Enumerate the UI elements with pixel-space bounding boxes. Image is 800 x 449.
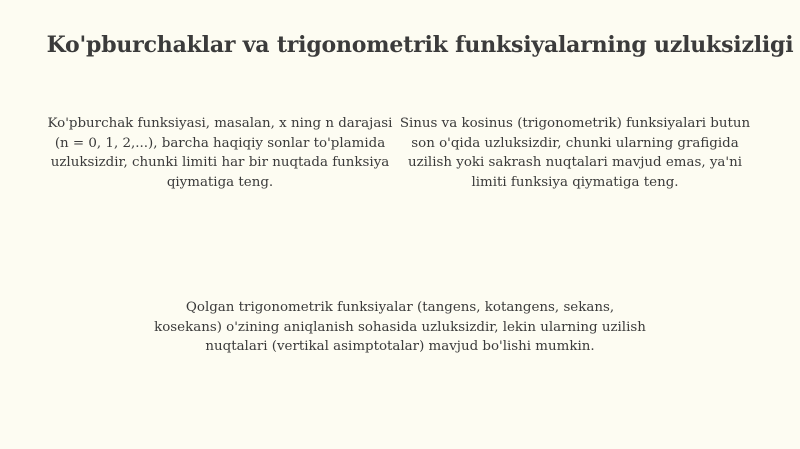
slide-title: Ko'pburchaklar va trigonometrik funksiyalarning uzluksizligi [46,32,794,58]
sin-cos-continuity-text: Sinus va kosinus (trigonometrik) funksiyalari butun son o'qida uzluksizdir, chunki ularning grafigida uzilish yoki sakrash nuqtalari mavjud emas, ya'ni limiti funksiya qiymatiga teng. [399,116,751,190]
polynomial-continuity-text: Ko'pburchak funksiyasi, masalan, x ning n darajasi (n = 0, 1, 2,...), barcha haqiqiy sonlar to'plamida uzluksizdir, chunki limiti har bir nuqtada funksiya qiymatiga teng. [47,116,393,190]
other-trig-continuity-text: Qolgan trigonometrik funksiyalar (tangens, kotangens, sekans, kosekans) o'zining aniqlanish sohasida uzluksizdir, lekin ularning uzilish nuqtalari (vertikal asimptotalar) mavjud bo'lishi mumkin. [154,300,646,354]
